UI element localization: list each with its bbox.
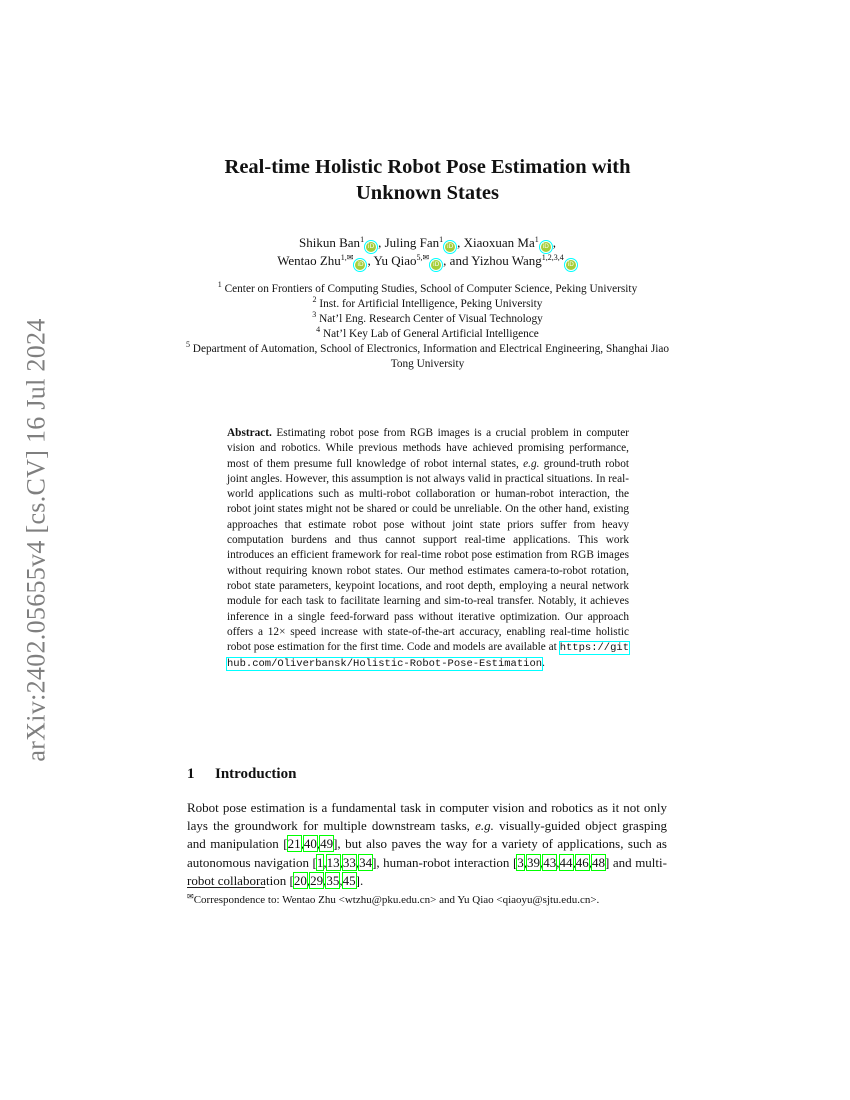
- orcid-icon[interactable]: iD: [446, 243, 454, 250]
- section-number: 1: [187, 766, 195, 782]
- citation-link[interactable]: 3: [517, 854, 524, 870]
- orcid-icon[interactable]: iD: [542, 243, 549, 250]
- affiliation-text: Inst. for Artificial Intelligence, Peking University: [319, 298, 543, 310]
- intro-text: visually-guided object grasping and manipulation: [187, 818, 667, 852]
- citation-link[interactable]: 34: [359, 854, 373, 870]
- author-separator: ,: [457, 235, 464, 250]
- author-affil-sup: 1,2,3,4: [541, 253, 564, 262]
- citation-link[interactable]: 39: [527, 854, 541, 870]
- citation-link[interactable]: 29: [310, 872, 324, 888]
- author-name: Juling Fan: [384, 235, 440, 250]
- orcid-icon[interactable]: iD: [567, 261, 574, 268]
- affiliation-item: [180, 312, 675, 327]
- affiliation-number: 5: [185, 340, 190, 349]
- author-affil-sup: 1: [534, 235, 539, 244]
- citation-link[interactable]: 20: [293, 872, 307, 888]
- citation-link[interactable]: 33: [342, 854, 356, 870]
- envelope-icon: ✉: [187, 892, 194, 901]
- orcid-icon[interactable]: iD: [357, 261, 364, 268]
- affiliation-list: [180, 282, 675, 372]
- arxiv-identifier: [17, 300, 57, 780]
- abstract: [227, 426, 629, 673]
- affiliation-number: 2: [312, 295, 317, 304]
- author-affil-sup: 1,✉: [340, 253, 354, 262]
- orcid-icon[interactable]: iD: [433, 261, 440, 268]
- citation-link[interactable]: 49: [320, 836, 334, 852]
- citation-link[interactable]: 40: [303, 836, 317, 852]
- footnote-rule: [187, 887, 265, 888]
- citation-link[interactable]: 44: [559, 854, 573, 870]
- intro-text: , human-robot interaction: [376, 854, 510, 870]
- citation-link[interactable]: 45: [342, 872, 356, 888]
- abstract-end: .: [542, 657, 545, 670]
- intro-text: and multi-robot collaboration: [187, 854, 667, 888]
- intro-paragraph: Robot pose estimation is a fundamental task in computer vision and robotics as it not only lays the groundwork for multiple downstream tasks, e.g. visually-guided object grasping and manipulation [21,40,49], but also paves the way for a variety of applications, such as autonomous navigation [1,13,33,34], human-robot interaction [3,39,43,44,46,48] and multi-robot collaboration [20,29,35,45].: [187, 800, 667, 888]
- affiliation-number: 4: [316, 325, 321, 334]
- paper-title: [180, 154, 675, 206]
- abstract-eg: e.g.: [523, 457, 540, 470]
- author-name: Yizhou Wang: [471, 253, 542, 268]
- author-separator: , and: [443, 253, 472, 268]
- abstract-label: Abstract.: [227, 427, 272, 439]
- title-line-1: Real-time Holistic Robot Pose Estimation with: [224, 156, 631, 178]
- affiliation-text: Center on Frontiers of Computing Studies, School of Computer Science, Peking University: [224, 283, 638, 295]
- affiliation-item: [180, 342, 675, 372]
- author-separator: ,: [552, 235, 556, 250]
- footnote-text: Correspondence to: Wentao Zhu <wtzhu@pku.edu.cn> and Yu Qiao <qiaoyu@sjtu.edu.cn>.: [193, 894, 600, 906]
- section-title: Introduction: [215, 766, 297, 782]
- author-separator: ,: [378, 235, 385, 250]
- affiliation-item: [180, 327, 675, 342]
- citation-link[interactable]: 48: [592, 854, 606, 870]
- citation-link[interactable]: 46: [575, 854, 589, 870]
- author-affil-sup: 1: [360, 235, 365, 244]
- author-line-2: [180, 252, 675, 270]
- author-separator: ,: [367, 253, 374, 268]
- title-line-2: Unknown States: [356, 182, 499, 204]
- author-name: Shikun Ban: [299, 235, 361, 250]
- abstract-text: Estimating robot pose from RGB images is a crucial problem in computer vision and robotics. While previous methods have achieved promising performance, most of them presume full knowledge of robot internal states,: [227, 427, 629, 470]
- orcid-icon[interactable]: iD: [367, 243, 375, 250]
- affiliation-number: 1: [217, 280, 222, 289]
- intro-eg: e.g.: [475, 818, 494, 834]
- author-name: Xiaoxuan Ma: [463, 235, 535, 250]
- author-name: Wentao Zhu: [277, 253, 341, 268]
- affiliation-text: Department of Automation, School of Electronics, Information and Electrical Engineering, Shanghai Jiao Tong University: [192, 343, 670, 370]
- citation-link[interactable]: 1: [316, 854, 324, 870]
- section-heading: [187, 764, 667, 784]
- citation-link[interactable]: 43: [543, 854, 557, 870]
- affiliation-item: [180, 297, 675, 312]
- author-name: Yu Qiao: [373, 253, 417, 268]
- author-list: [180, 234, 675, 270]
- affiliation-text: Nat’l Key Lab of General Artificial Intelligence: [323, 328, 539, 340]
- abstract-text: ground-truth robot joint angles. However, this assumption is not always valid in practical situations. In real-world applications such as multi-robot collaboration or human-robot interaction, the robot joint states might not be shared or could be unreliable. On the other hand, existing approaches that estimate robot pose without joint state priors suffer from heavy computation burdens and thus cannot support real-time applications. This work introduces an efficient framework for real-time robot pose estimation from RGB images without requiring known robot states. Our method estimates camera-to-robot rotation, robot state parameters, keypoint locations, and root depth, employing a neural network module for each task to facilitate learning and sim-to-real transfer. Notably, it achieves inference in a single feed-forward pass without iterative optimization. Our approach offers a 12× speed increase with state-of-the-art accuracy, enabling real-time holistic robot pose estimation for the first time. Code and models are available at: [227, 457, 629, 654]
- affiliation-item: [180, 282, 675, 297]
- intro-text: .: [359, 872, 364, 888]
- arxiv-identifier-text: arXiv:2402.05655v4 [cs.CV] 16 Jul 2024: [22, 318, 52, 762]
- affiliation-number: 3: [312, 310, 317, 319]
- author-affil-sup: 5,✉: [416, 253, 430, 262]
- author-line-1: [180, 234, 675, 252]
- affiliation-text: Nat’l Eng. Research Center of Visual Technology: [319, 313, 543, 325]
- code-link[interactable]: https://github.com/Oliverbansk/Holistic-Robot-Pose-Estimation: [227, 642, 629, 671]
- intro-text: , but also paves the way for a variety of applications, such as autonomous navigation: [187, 836, 667, 870]
- citation-link[interactable]: 35: [326, 872, 340, 888]
- citation-link[interactable]: 13: [326, 854, 340, 870]
- intro-text: Robot pose estimation is a fundamental task in computer vision and robotics as it not only lays the groundwork for multiple downstream tasks,: [187, 800, 667, 834]
- footnote: [187, 893, 667, 908]
- author-affil-sup: 1: [439, 235, 444, 244]
- citation-link[interactable]: 21: [287, 836, 301, 852]
